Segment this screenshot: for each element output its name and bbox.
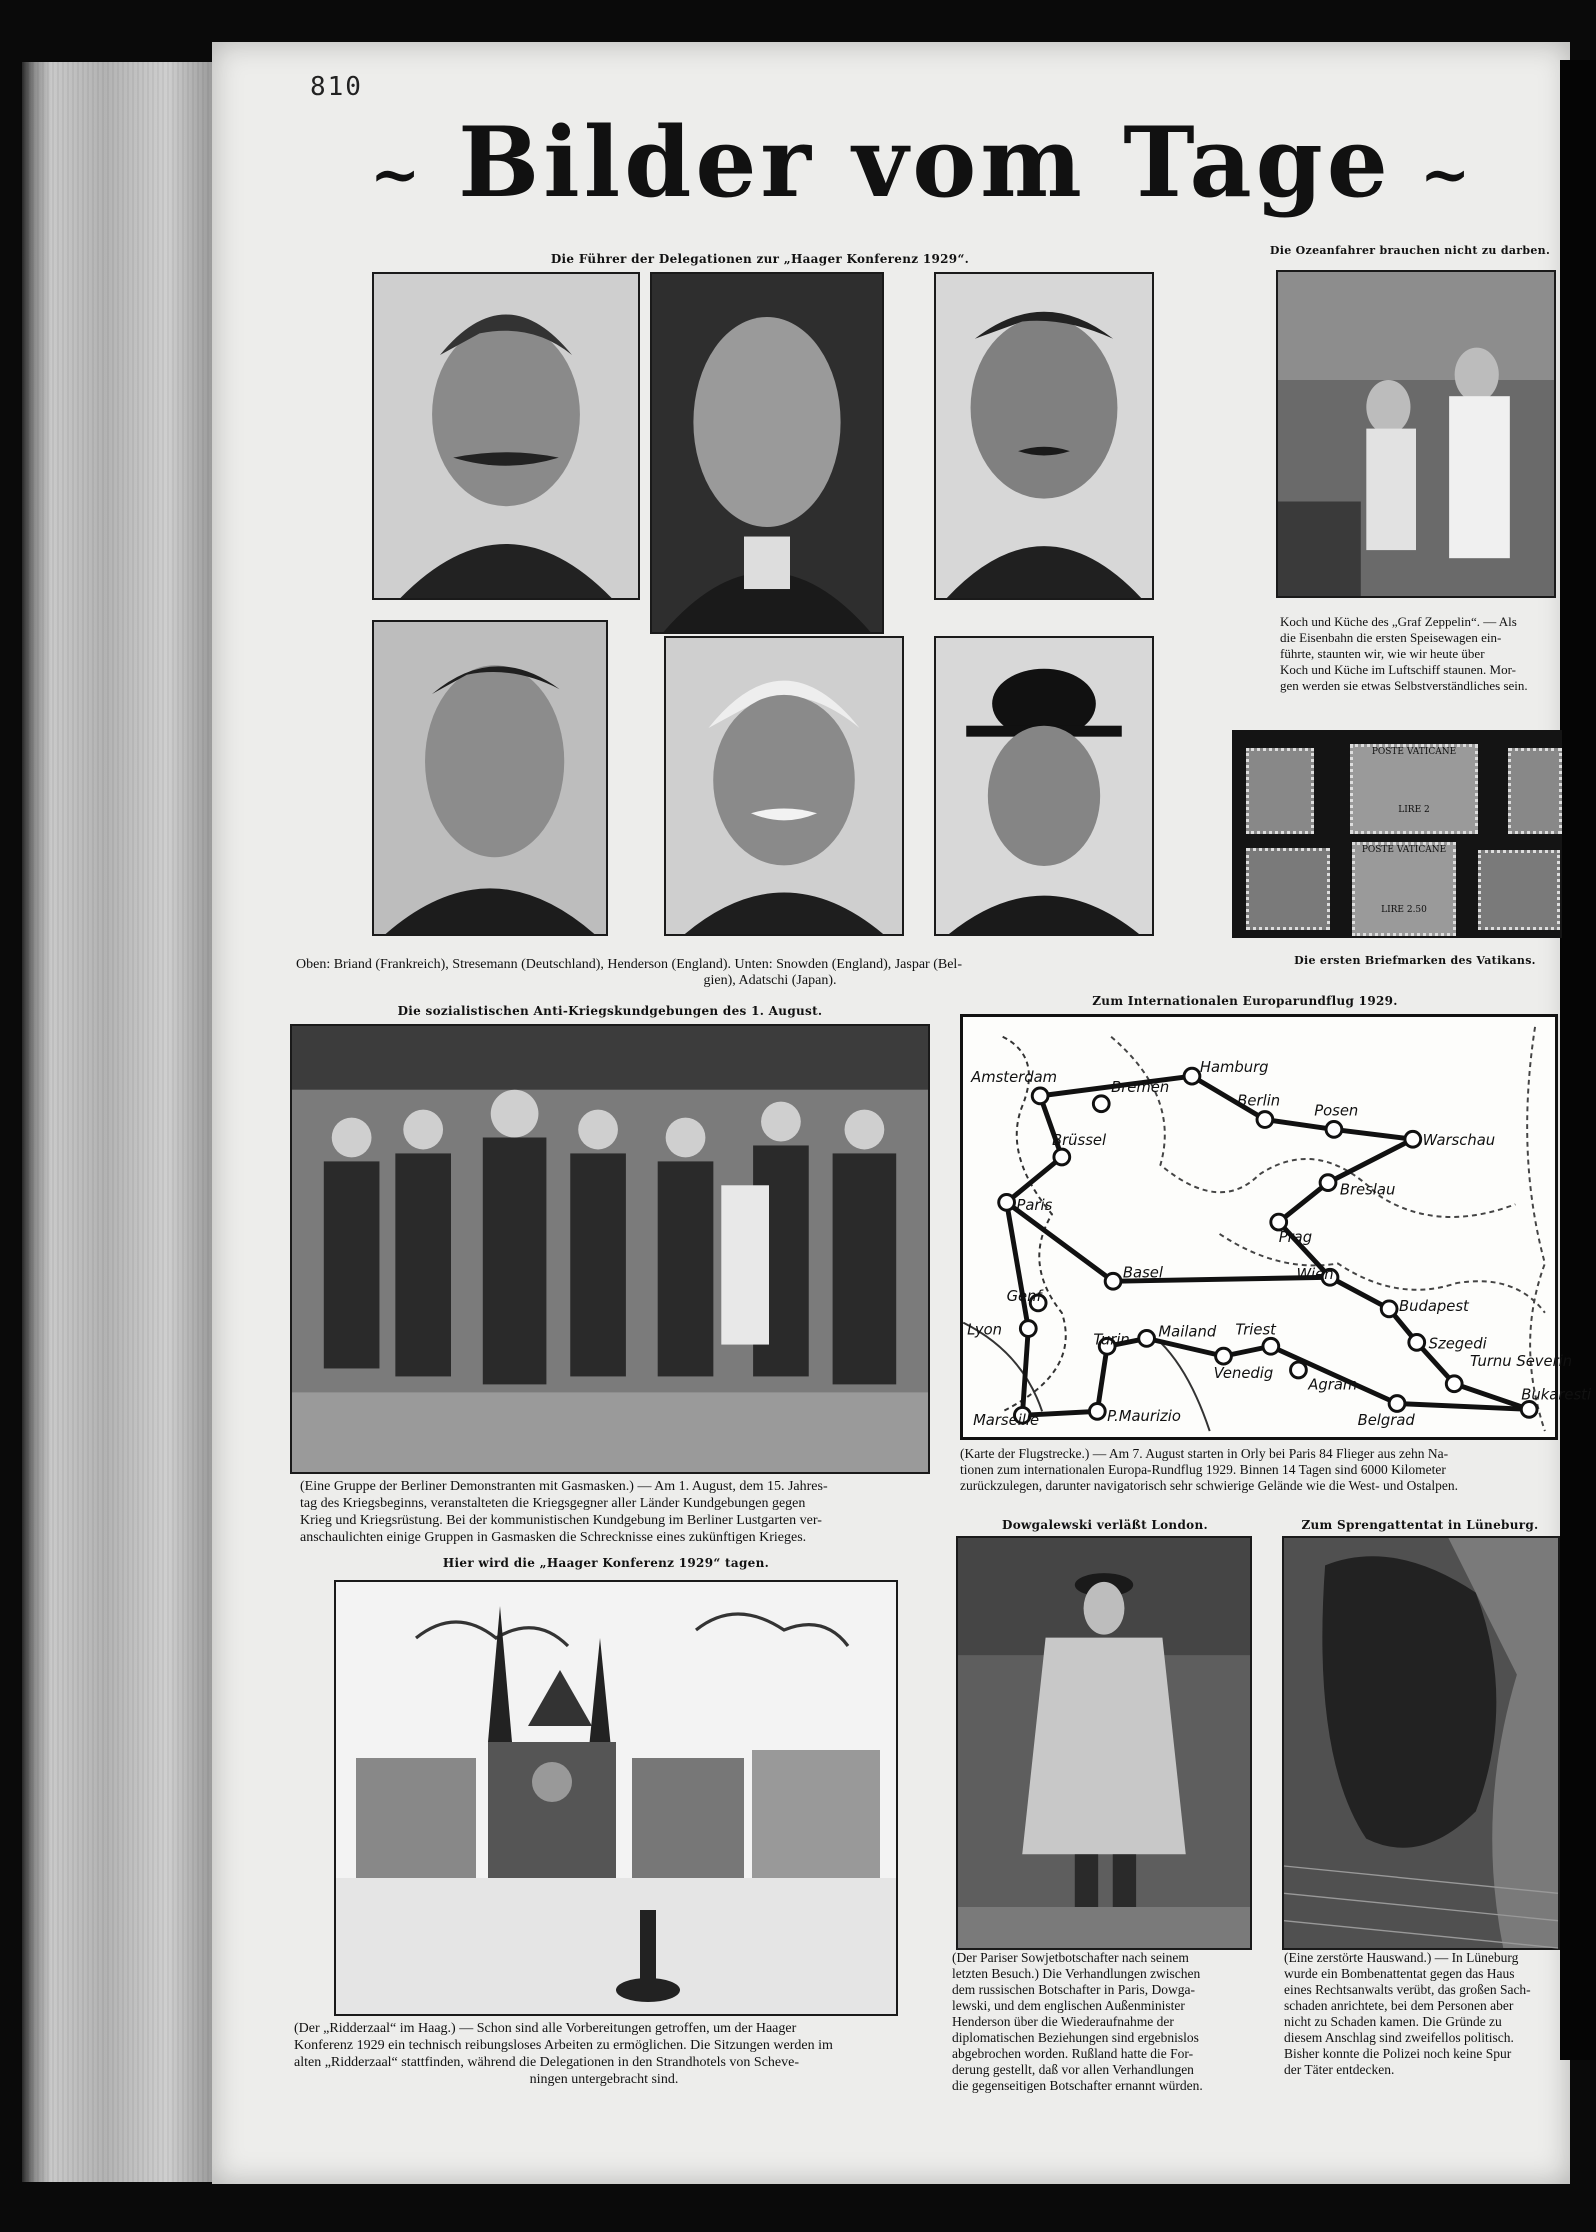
hague-caption bbox=[294, 2020, 914, 2088]
city-label: Hamburg bbox=[1199, 1059, 1269, 1077]
zeppelin-caption bbox=[1280, 614, 1560, 694]
zeppelin-title: Die Ozeanfahrer brauchen nicht zu darben. bbox=[1269, 244, 1551, 257]
city-marker bbox=[1184, 1068, 1200, 1084]
dowgalewski-caption-line: derung gestellt, daß vor allen Verhandlungen bbox=[952, 2062, 1194, 2077]
city-label: Agram bbox=[1308, 1376, 1358, 1394]
city-marker bbox=[1263, 1338, 1279, 1354]
zeppelin-caption-line: gen werden sie etwas Selbstverständliches sein. bbox=[1280, 678, 1528, 693]
city-label: P.Maurizio bbox=[1107, 1408, 1181, 1426]
city-marker bbox=[1389, 1396, 1405, 1412]
stamp-text: LIRE 2.50 bbox=[1381, 905, 1427, 915]
hague-title: Hier wird die „Haager Konferenz 1929“ tagen. bbox=[442, 1556, 770, 1570]
zeppelin-kitchen-photo bbox=[1276, 270, 1556, 598]
stamp bbox=[1350, 744, 1478, 834]
city-marker bbox=[1409, 1334, 1425, 1350]
city-label: Lyon bbox=[967, 1321, 1003, 1339]
book-binding bbox=[22, 62, 230, 2182]
city-label: Breslau bbox=[1339, 1181, 1396, 1199]
flight-route-line bbox=[1279, 1139, 1413, 1277]
city-label: Posen bbox=[1314, 1102, 1359, 1120]
city-label: Triest bbox=[1235, 1321, 1276, 1339]
city-label: Venedig bbox=[1213, 1364, 1274, 1382]
conference-title: Die Führer der Delegationen zur „Haager Konferenz 1929“. bbox=[550, 252, 970, 266]
city-marker bbox=[1271, 1214, 1287, 1230]
dowgalewski-caption-line: abgebrochen worden. Rußland hatte die For- bbox=[952, 2046, 1194, 2061]
antiwar-caption bbox=[300, 1478, 940, 1546]
page-number: 810 bbox=[310, 72, 363, 102]
dowgalewski-title: Dowgalewski verläßt London. bbox=[1002, 1518, 1208, 1532]
city-marker bbox=[999, 1194, 1015, 1210]
dowgalewski-caption-line: letzten Besuch.) Die Verhandlungen zwischen bbox=[952, 1966, 1201, 1981]
stamps-caption: Die ersten Briefmarken des Vatikans. bbox=[1294, 954, 1536, 967]
city-label: Bukaresti bbox=[1521, 1386, 1592, 1404]
headline-flourish-left: ~ bbox=[370, 140, 421, 210]
city-label: Marseille bbox=[973, 1412, 1040, 1430]
flight-title: Zum Internationalen Europarundflug 1929. bbox=[1092, 994, 1398, 1008]
hague-caption-line: Konferenz 1929 ein technisch reibungsloses Arbeiten zu ermöglichen. Die Sitzungen werden im bbox=[294, 2038, 833, 2053]
city-label: Paris bbox=[1016, 1197, 1053, 1215]
city-label: Basel bbox=[1122, 1264, 1164, 1282]
route-map-svg bbox=[963, 1017, 1592, 1437]
dowgalewski-caption-line: dem russischen Botschafter in Paris, Dowga- bbox=[952, 1982, 1195, 1997]
lueneburg-caption-line: der Täter entdecken. bbox=[1284, 2062, 1395, 2077]
city-label: Warschau bbox=[1422, 1132, 1496, 1150]
hague-caption-line: alten „Ridderzaal“ stattfinden, während die Delegationen in den Strandhotels von Scheve- bbox=[294, 2055, 799, 2070]
lueneburg-title: Zum Sprengattentat in Lüneburg. bbox=[1301, 1518, 1539, 1532]
flight-caption bbox=[960, 1446, 1560, 1494]
city-marker bbox=[1139, 1331, 1155, 1347]
border-line bbox=[1527, 1027, 1545, 1431]
lueneburg-caption bbox=[1284, 1950, 1562, 2078]
lueneburg-caption-line: wurde ein Bombenattentat gegen das Haus bbox=[1284, 1966, 1515, 1981]
city-label: Turnu Severin bbox=[1469, 1353, 1573, 1371]
zeppelin-caption-line: die Eisenbahn die ersten Speisewagen ein- bbox=[1280, 630, 1502, 645]
city-label: Budapest bbox=[1399, 1297, 1469, 1315]
stamp bbox=[1352, 842, 1456, 936]
city-marker bbox=[1257, 1112, 1273, 1128]
stamp bbox=[1246, 848, 1330, 930]
lueneburg-caption-line: eines Rechtsanwalts verübt, das großen Sach- bbox=[1284, 1982, 1531, 1997]
antiwar-caption-line: tag des Kriegsbeginns, veranstalteten die Kriegsgegner aller Länder Kundgebungen gegen bbox=[300, 1496, 806, 1511]
lueneburg-caption-line: Bisher konnte die Polizei noch keine Spur bbox=[1284, 2046, 1512, 2061]
dowgalewski-caption-line: (Der Pariser Sowjetbotschafter nach seinem bbox=[952, 1950, 1189, 1965]
stamp bbox=[1478, 850, 1560, 930]
antiwar-caption-line: Krieg und Kriegsrüstung. Bei der kommunistischen Kundgebung im Berliner Lustgarten ver- bbox=[300, 1513, 822, 1528]
city-label: Wien bbox=[1296, 1266, 1334, 1284]
conference-caption-line2: gien), Adatschi (Japan). bbox=[703, 973, 837, 988]
portrait-henderson bbox=[934, 272, 1154, 600]
dowgalewski-caption-line: lewski, und dem englischen Außenminister bbox=[952, 1998, 1185, 2013]
ridderzaal-drawing bbox=[334, 1580, 898, 2016]
city-marker bbox=[1521, 1402, 1537, 1418]
zeppelin-caption-line: führte, staunten wir, wie wir heute über bbox=[1280, 646, 1485, 661]
city-marker bbox=[1032, 1088, 1048, 1104]
border-line bbox=[1220, 1234, 1545, 1313]
dowgalewski-caption bbox=[952, 1950, 1258, 2094]
headline: Bilder vom Tage bbox=[458, 106, 1392, 219]
portrait-stresemann bbox=[650, 272, 884, 634]
vatican-stamps-photo bbox=[1232, 730, 1562, 938]
flight-caption-line: (Karte der Flugstrecke.) — Am 7. August starten in Orly bei Paris 84 Flieger aus zehn Na- bbox=[960, 1446, 1449, 1461]
portrait-briand bbox=[372, 272, 640, 600]
hague-caption-line: ningen untergebracht sind. bbox=[529, 2072, 679, 2087]
portrait-adatschi bbox=[934, 636, 1154, 936]
destroyed-wall-photo bbox=[1282, 1536, 1560, 1950]
city-marker bbox=[1093, 1096, 1109, 1112]
city-marker bbox=[1320, 1175, 1336, 1191]
city-marker bbox=[1105, 1273, 1121, 1289]
zeppelin-caption-line: Koch und Küche des „Graf Zeppelin“. — Als bbox=[1280, 614, 1517, 629]
city-label: Brüssel bbox=[1051, 1132, 1107, 1150]
antiwar-title: Die sozialistischen Anti-Kriegskundgebungen des 1. August. bbox=[397, 1004, 823, 1018]
city-marker bbox=[1089, 1403, 1105, 1419]
lueneburg-caption-line: (Eine zerstörte Hauswand.) — In Lüneburg bbox=[1284, 1950, 1519, 1965]
flight-route-map bbox=[960, 1014, 1592, 1440]
city-label: Prag bbox=[1278, 1228, 1313, 1246]
city-marker bbox=[1405, 1131, 1421, 1147]
city-label: Amsterdam bbox=[971, 1069, 1058, 1087]
portrait-snowden bbox=[372, 620, 608, 936]
stamp-text: POSTE VATICANE bbox=[1361, 845, 1447, 855]
lueneburg-caption-line: diesem Anschlag sind zweifellos politisch. bbox=[1284, 2030, 1514, 2045]
city-marker bbox=[1291, 1362, 1307, 1378]
antiwar-caption-line: (Eine Gruppe der Berliner Demonstranten mit Gasmasken.) — Am 1. August, dem 15. Jahres- bbox=[300, 1479, 828, 1494]
city-label: Turin bbox=[1093, 1331, 1130, 1349]
flight-caption-line: tionen zum internationalen Europa-Rundflug 1929. Binnen 14 Tagen sind 6000 Kilometer bbox=[960, 1462, 1446, 1477]
conference-caption-line1: Oben: Briand (Frankreich), Stresemann (Deutschland), Henderson (England). Unten: Snowden (England), Jaspar (Bel- bbox=[296, 957, 962, 972]
city-marker bbox=[1216, 1348, 1232, 1364]
dowgalewski-caption-line: Henderson über die Wiederaufnahme der bbox=[952, 2014, 1174, 2029]
dowgalewski-caption-line: die gegenseitigen Botschafter ernannt würden. bbox=[952, 2078, 1203, 2093]
city-label: Mailand bbox=[1158, 1323, 1217, 1341]
lueneburg-caption-line: schaden anrichtete, bei dem Personen aber bbox=[1284, 1998, 1514, 2013]
city-label: Belgrad bbox=[1357, 1412, 1415, 1430]
zeppelin-caption-line: Koch und Küche im Luftschiff staunen. Mor- bbox=[1280, 662, 1516, 677]
city-marker bbox=[1054, 1149, 1070, 1165]
lueneburg-caption-line: nicht zu Schaden kamen. Die Gründe zu bbox=[1284, 2014, 1502, 2029]
antiwar-caption-line: anschaulichten einige Gruppen in Gasmasken die Schrecknisse eines zukünftigen Krieges. bbox=[300, 1530, 807, 1545]
antiwar-demonstrators-photo bbox=[290, 1024, 930, 1474]
city-label: Genf bbox=[1006, 1287, 1042, 1305]
stamp bbox=[1246, 748, 1314, 834]
city-marker bbox=[1381, 1301, 1397, 1317]
city-label: Bremen bbox=[1111, 1078, 1170, 1096]
portrait-jaspar bbox=[664, 636, 904, 936]
dowgalewski-caption-line: diplomatischen Beziehungen sind ergebnislos bbox=[952, 2030, 1199, 2045]
stamp-text: POSTE VATICANE bbox=[1371, 747, 1457, 757]
city-label: Szegedi bbox=[1428, 1335, 1487, 1353]
dowgalewski-photo bbox=[956, 1536, 1252, 1950]
city-marker bbox=[1020, 1321, 1036, 1337]
headline-flourish-right: ~ bbox=[1420, 140, 1471, 210]
city-marker bbox=[1326, 1122, 1342, 1138]
city-label: Berlin bbox=[1237, 1092, 1281, 1110]
city-marker bbox=[1446, 1376, 1462, 1392]
stamp bbox=[1508, 748, 1562, 834]
hague-caption-line: (Der „Ridderzaal“ im Haag.) — Schon sind alle Vorbereitungen getroffen, um der Haager bbox=[294, 2021, 797, 2036]
page-edge-shadow bbox=[1560, 60, 1596, 2060]
flight-caption-line: zurückzulegen, darunter navigatorisch sehr schwierige Gelände wie die West- und Ostalpen. bbox=[960, 1478, 1458, 1493]
stamp-text: LIRE 2 bbox=[1398, 805, 1430, 815]
